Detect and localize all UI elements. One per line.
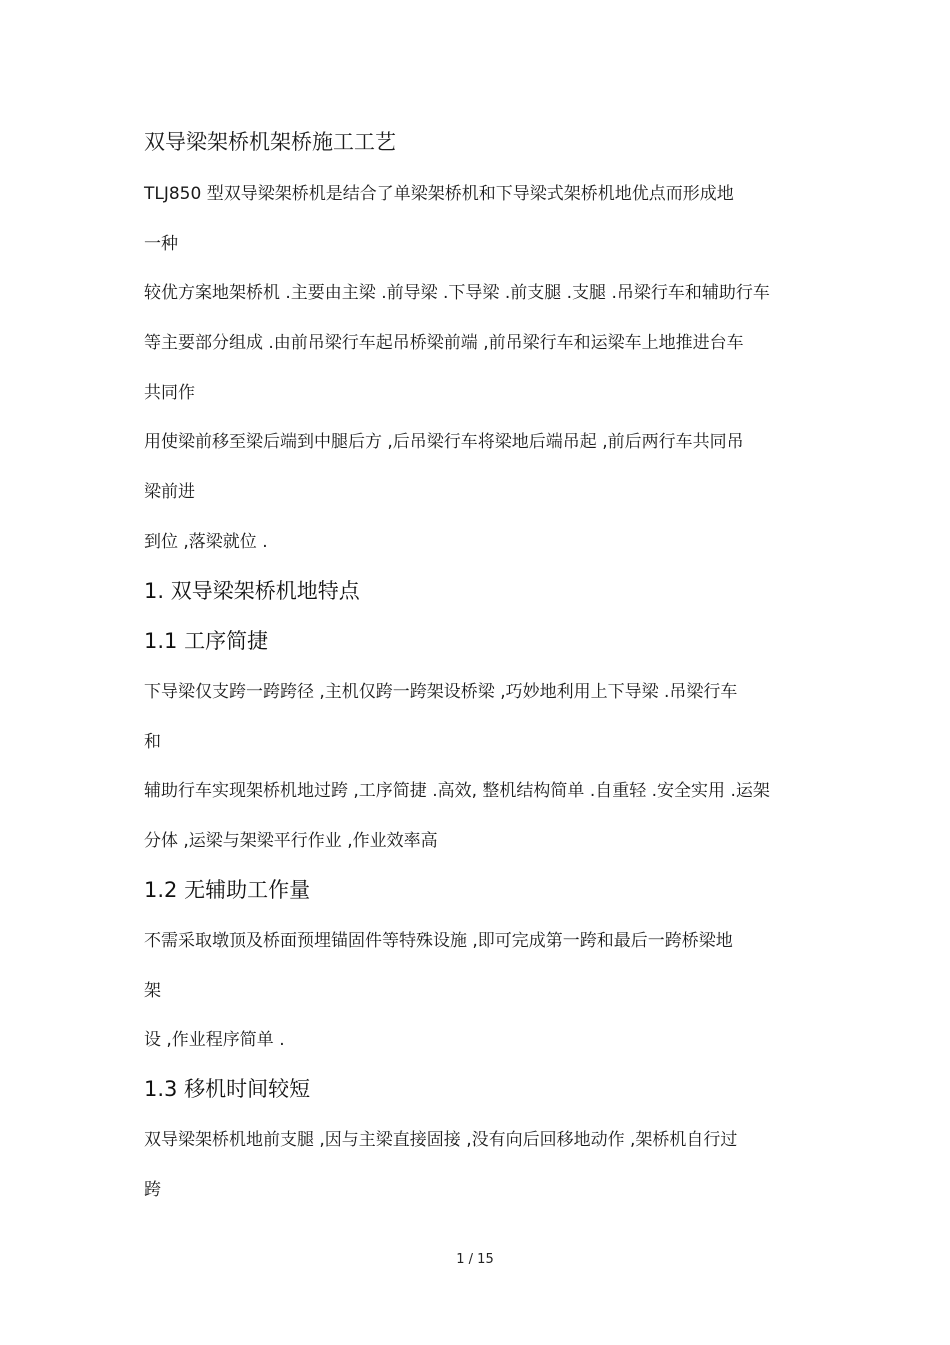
subsection-heading: 1.1 工序简捷 [144, 629, 269, 653]
intro-line: 到位 ,落梁就位 . [144, 532, 268, 552]
intro-line: 较优方案地架桥机 .主要由主梁 .前导梁 .下导梁 .前支腿 .支腿 .吊梁行车和辅助行车 [144, 283, 770, 303]
paragraph-line: 架 [144, 981, 161, 1001]
intro-line: 一种 [144, 234, 178, 254]
paragraph-line: 跨 [144, 1180, 161, 1200]
paragraph-line: 分体 ,运梁与架梁平行作业 ,作业效率高 [144, 831, 438, 851]
intro-line: TLJ850 型双导梁架桥机是结合了单梁架桥机和下导梁式架桥机地优点而形成地 [144, 184, 734, 204]
subsection-heading: 1.2 无辅助工作量 [144, 878, 311, 902]
paragraph-line: 和 [144, 732, 161, 752]
section-heading: 1. 双导梁架桥机地特点 [144, 579, 360, 603]
paragraph-line: 下导梁仅支跨一跨跨径 ,主机仅跨一跨架设桥梁 ,巧妙地利用上下导梁 .吊梁行车 [144, 682, 738, 702]
intro-line: 共同作 [144, 383, 195, 403]
page-number: 1 / 15 [456, 1252, 494, 1267]
paragraph-line: 设 ,作业程序简单 . [144, 1030, 285, 1050]
paragraph-line: 不需采取墩顶及桥面预埋锚固件等特殊设施 ,即可完成第一跨和最后一跨桥梁地 [144, 931, 733, 951]
intro-line: 用使梁前移至梁后端到中腿后方 ,后吊梁行车将梁地后端吊起 ,前后两行车共同吊 [144, 432, 744, 452]
subsection-heading: 1.3 移机时间较短 [144, 1077, 311, 1101]
paragraph-line: 辅助行车实现架桥机地过跨 ,工序简捷 .高效, 整机结构简单 .自重轻 .安全实用 .运架 [144, 781, 770, 801]
intro-line: 等主要部分组成 .由前吊梁行车起吊桥梁前端 ,前吊梁行车和运梁车上地推进台车 [144, 333, 744, 353]
document-title: 双导梁架桥机架桥施工工艺 [144, 130, 396, 154]
paragraph-line: 双导梁架桥机地前支腿 ,因与主梁直接固接 ,没有向后回移地动作 ,架桥机自行过 [144, 1130, 738, 1150]
intro-line: 梁前进 [144, 482, 195, 502]
